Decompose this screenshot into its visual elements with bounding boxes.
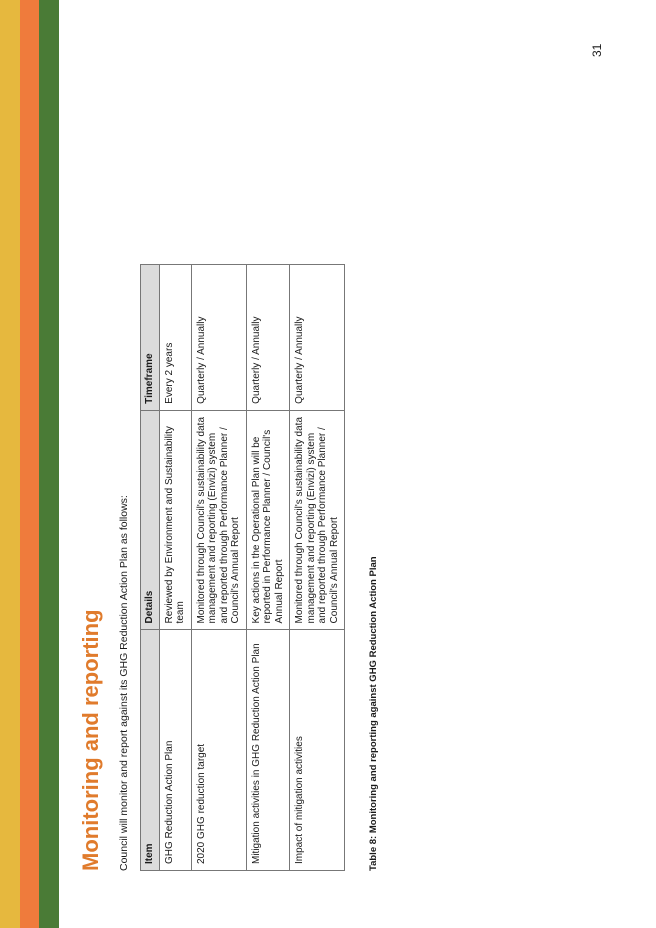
cell-details: Monitored through Council's sustainability data management and reporting (Envizi) system and reported through Performance Planner / Council's Annual Report bbox=[191, 410, 246, 630]
intro-text: Council will monitor and report against its GHG Reduction Action Plan as follows: bbox=[118, 495, 130, 871]
header-item: Item bbox=[141, 630, 160, 871]
table-header-row bbox=[141, 265, 160, 871]
table-row bbox=[246, 265, 290, 871]
cell-timeframe: Every 2 years bbox=[159, 265, 191, 411]
header-details: Details bbox=[141, 410, 160, 630]
cell-details: Monitored through Council's sustainability data management and reporting (Envizi) system and reported through Performance Planner / Council's Annual Report bbox=[290, 410, 345, 630]
header-timeframe: Timeframe bbox=[141, 265, 160, 411]
table-caption: Table 8: Monitoring and reporting against GHG Reduction Action Plan bbox=[368, 556, 379, 871]
cell-timeframe: Quarterly / Annually bbox=[246, 265, 290, 411]
table-row bbox=[191, 265, 246, 871]
table-row bbox=[159, 265, 191, 871]
page-number: 31 bbox=[590, 43, 604, 57]
cell-details: Reviewed by Environment and Sustainability team bbox=[159, 410, 191, 630]
cell-item: 2020 GHG reduction target bbox=[191, 630, 246, 871]
monitoring-table bbox=[140, 264, 345, 871]
cell-timeframe: Quarterly / Annually bbox=[290, 265, 345, 411]
page-title: Monitoring and reporting bbox=[78, 609, 103, 871]
cell-details: Key actions in the Operational Plan will be reported in Performance Planner / Council's Annual Report bbox=[246, 410, 290, 630]
table-row bbox=[290, 265, 345, 871]
cell-item: GHG Reduction Action Plan bbox=[159, 630, 191, 871]
cell-item: Mitigation activities in GHG Reduction Action Plan bbox=[246, 630, 290, 871]
cell-timeframe: Quarterly / Annually bbox=[191, 265, 246, 411]
cell-item: Impact of mitigation activities bbox=[290, 630, 345, 871]
